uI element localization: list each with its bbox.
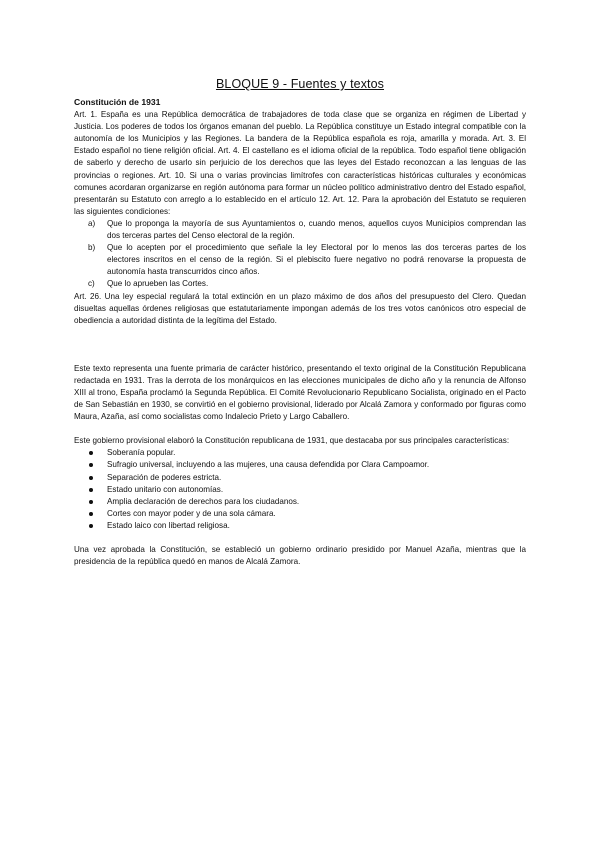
condition-marker: a): [88, 218, 96, 228]
commentary-paragraph: Este texto representa una fuente primaria de carácter histórico, presentando el texto original de la Constitución Republicana redactada en 1931. Tras la derrota de los monárquicos en las elecciones municipales de dicho año y la renuncia de Alfonso XIII al trono, España proclamó la Segunda República. El Comité Revolucionario Republicano Socialista, originado en el Pacto de San Sebastián en 1930, se convirtió en el gobierno provisional, liderado por Alcalá Zamora y conformado por figuras como Maura, Azaña, así como socialistas como Indalecio Prieto y Largo Caballero.: [74, 363, 526, 422]
list-item-text: Estado laico con libertad religiosa.: [107, 520, 230, 530]
bullet-icon: [89, 463, 93, 467]
commentary-paragraph: Este gobierno provisional elaboró la Constitución republicana de 1931, que destacaba por sus principales características:: [74, 436, 510, 446]
bullet-icon: [89, 451, 93, 455]
condition-text: Que lo acepten por el procedimiento que señale la ley Electoral por lo menos las dos terceras partes de los electores inscritos en el censo de la región. Si el plebiscito fuere negativo no podrá renovarse la propuesta de autonomía hasta transcurridos cinco años.: [107, 243, 526, 277]
commentary-paragraph: Una vez aprobada la Constitución, se estableció un gobierno ordinario presidido por Manuel Azaña, mientras que la presidencia de la república quedó en manos de Alcalá Zamora.: [74, 545, 526, 567]
condition-item: [74, 278, 526, 290]
condition-item: [74, 242, 526, 278]
list-item-text: Cortes con mayor poder y de una sola cámara.: [107, 508, 276, 518]
list-item-text: Sufragio universal, incluyendo a las mujeres, una causa defendida por Clara Campoamor.: [107, 460, 430, 470]
section-subtitle: Constitución de 1931: [74, 97, 161, 107]
characteristics-list: [74, 447, 526, 532]
bullet-icon: [89, 524, 93, 528]
spacer: [74, 423, 526, 435]
condition-text: Que lo proponga la mayoría de sus Ayuntamientos o, cuando menos, aquellos cuyos Municipios comprendan las dos terceras partes del Censo electoral de la región.: [107, 218, 526, 241]
list-item: [74, 459, 526, 471]
bullet-icon: [89, 512, 93, 516]
list-item-text: Amplia declaración de derechos para los ciudadanos.: [107, 496, 300, 506]
condition-text: Que lo aprueben las Cortes.: [107, 279, 209, 289]
article-26-paragraph: Art. 26. Una ley especial regulará la total extinción en un plazo máximo de dos años del presupuesto del Clero. Quedan disueltas aquellas órdenes religiosas que estatutariamente impongan además de los tres votos canónicos otro especial de obediencia a autoridad distinta de la legítima del Estado.: [74, 291, 526, 325]
list-item: [74, 496, 526, 508]
list-item: [74, 508, 526, 520]
list-item-text: Estado unitario con autonomías.: [107, 484, 224, 494]
bullet-icon: [89, 488, 93, 492]
list-item: [74, 484, 526, 496]
list-item-text: Soberanía popular.: [107, 448, 176, 458]
list-item: [74, 520, 526, 532]
condition-marker: b): [88, 243, 96, 253]
list-item: [74, 472, 526, 484]
page-title: BLOQUE 9 - Fuentes y textos: [215, 77, 385, 91]
condition-marker: c): [88, 279, 95, 289]
document-body: [74, 96, 526, 568]
bullet-icon: [89, 500, 93, 504]
condition-item: [74, 218, 526, 242]
list-item: [74, 447, 526, 459]
conditions-list: [74, 218, 526, 291]
list-item-text: Separación de poderes estricta.: [107, 472, 222, 482]
constitution-articles-paragraph: Art. 1. España es una República democrática de trabajadores de toda clase que se organiza en régimen de Libertad y Justicia. Los poderes de todos los órganos emanan del pueblo. La República constituye un Estado integral compatible con la autonomía de los Municipios y las Regiones. La bandera de la República española es roja, amarilla y morada. Art. 3. El Estado español no tiene religión oficial. Art. 4. El castellano es el idioma oficial de la república. Todo español tiene obligación de saberlo y derecho de usarlo sin perjuicio de los derechos que las leyes del Estado reconozcan a las lenguas de las provincias o regiones. Art. 10. Si una o varias provincias limítrofes con características históricas culturales y económicas comunes acordaran organizarse en región autónoma para formar un núcleo político administrativo dentro del Estado español, presentarán su Estatuto con arreglo a lo establecido en el artículo 12. Art. 12. Para la aprobación del Estatuto se requieren las siguientes condiciones:: [74, 110, 526, 216]
spacer: [74, 327, 526, 363]
spacer: [74, 532, 526, 544]
bullet-icon: [89, 476, 93, 480]
